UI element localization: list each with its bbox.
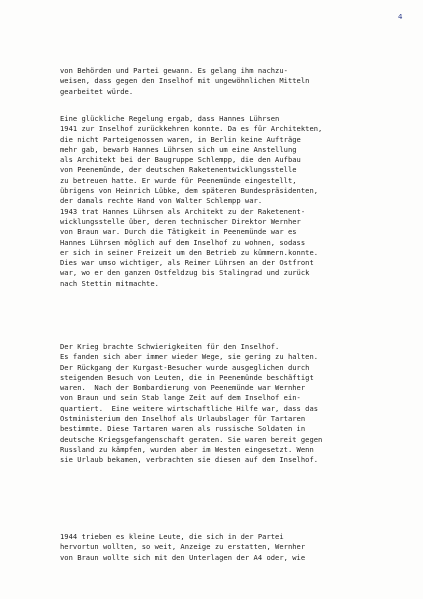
paragraph-authorities: von Behörden und Partei gewann. Es gelang ihm nachzu- weisen, dass gegen den Inselhof mit ungewöhnlichen Mitteln gearbeitet würde.: [60, 66, 310, 96]
page-mark: 4: [398, 13, 403, 21]
paragraph-1944: 1944 trieben es kleine Leute, die sich in der Partei hervortun wollten, so weit, Anzeige zu erstatten, Wernher von Braun wollte sich mit den Unterlagen der A4 oder, wie: [60, 532, 306, 562]
paragraph-peenemuende: Eine glückliche Regelung ergab, dass Hannes Lührsen 1941 zur Inselhof zurückkehren konnte. Da es für Architekten, die nicht Parteigenossen waren, in Berlin keine Aufträge mehr gab, bewarb Hannes Lührsen sich um eine Anstellung als Architekt bei der Baugruppe Schlempp, die den Aufbau von Peenemünde, der deutschen Raketenentwicklungsstelle zu betreuen hatte. Er wurde für Peenemünde eingestellt, übrigens von Heinrich Lübke, dem späteren Bundespräsidenten, der damals rechte Hand von Walter Schlempp war. 1943 trat Hannes Lührsen als Architekt zu der Raketenent- wicklungsstelle über, deren technischer Direktor Wernher von Braun war. Durch die Tätigkeit in Peenemünde war es Hannes Lührsen möglich auf dem Inselhof zu wohnen, sodass er sich in seiner Freizeit um den Betrieb zu kümmern.konnte. Dies war umso wichtiger, als Reimer Lührsen an der Ostfront war, wo er den ganzen Ostfeldzug bis Stalingrad und zurück nach Stettin mitmachte.: [60, 114, 323, 288]
paragraph-war-difficulties: Der Krieg brachte Schwierigkeiten für den Inselhof. Es fanden sich aber immer wieder Wege, sie gering zu halten. Der Rückgang der Kurgast-Besucher wurde ausgeglichen durch steigenden Besuch von Leuten, die in Peenemünde beschäftigt waren. Nach der Bombardierung von Peenemünde war Wernher von Braun und sein Stab lange Zeit auf dem Inselhof ein- quartiert. Eine weitere wirtschaftliche Hilfe war, dass das Ostministerium den Inselhof als Urlaubslager für Tartaren bestimmte. Diese Tartaren waren als russische Soldaten in deutsche Kriegsgefangenschaft geraten. Sie waren bereit gegen Russland zu kämpfen, wurden aber im Westen eingesetzt. Wenn sie Urlaub bekamen, verbrachten sie diesen auf dem Inselhof.: [60, 342, 323, 465]
